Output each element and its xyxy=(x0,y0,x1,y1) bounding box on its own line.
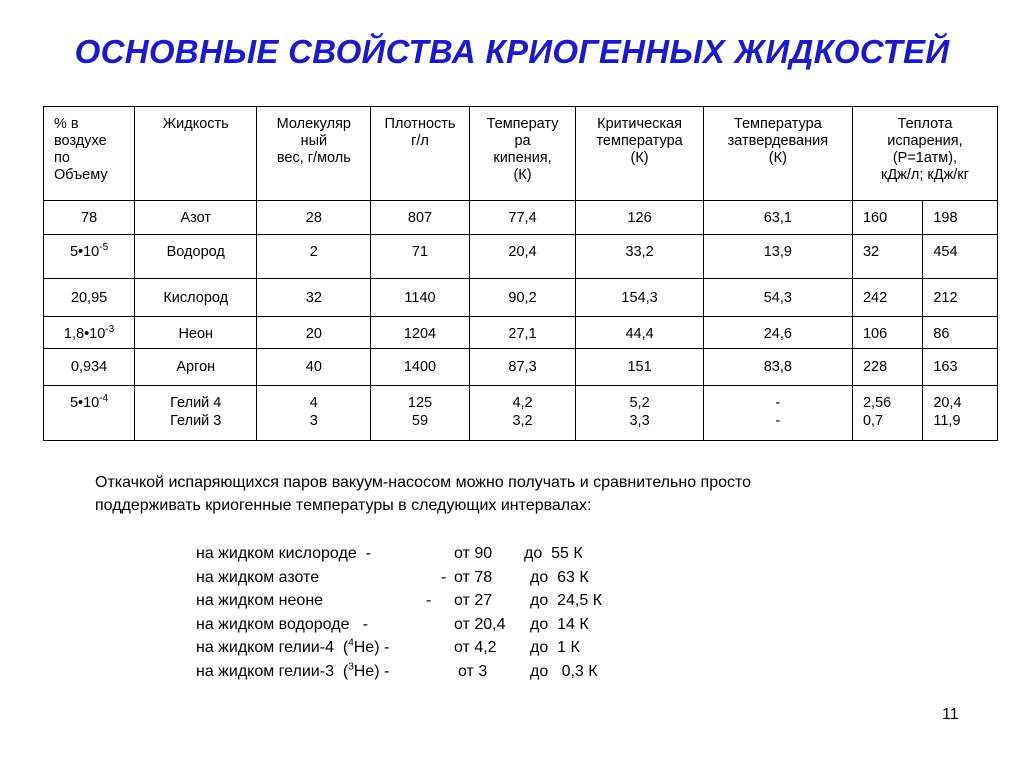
interval-to: до 55 К xyxy=(524,545,583,562)
cell-air-percent: $5•10^{-4}$ xyxy=(44,386,135,441)
table-row xyxy=(44,201,998,235)
interval-item xyxy=(196,589,696,613)
header-line: кипения, xyxy=(493,150,552,166)
cell-molecular-weight: 2 xyxy=(257,235,371,279)
header-line: испарения, xyxy=(887,133,963,149)
interval-label: на жидком азоте xyxy=(196,568,320,586)
cell-heat-per-liter: 228 xyxy=(852,349,922,386)
header-line: % в xyxy=(54,116,79,132)
cell-air-percent: 0,934 xyxy=(44,349,135,386)
cell-air-percent: $5•10^{-5}$ xyxy=(44,235,135,279)
header-line: Жидкость xyxy=(162,116,229,132)
interval-to: до 1 К xyxy=(530,639,580,656)
page-number: 11 xyxy=(942,706,959,723)
interval-item xyxy=(196,542,696,566)
cell-freezing: 54,3 xyxy=(703,279,852,317)
header-line: (К) xyxy=(513,167,532,183)
header-line: (К) xyxy=(630,150,649,166)
header-line: вес, г/моль xyxy=(276,150,351,166)
cell-critical: 33,2 xyxy=(576,235,703,279)
interval-dash: - xyxy=(441,568,447,586)
cell-air-percent: 20,95 xyxy=(44,279,135,317)
header-freezing-temperature xyxy=(703,107,852,201)
header-line: (К) xyxy=(768,150,787,166)
cell-heat-per-kg: 454 xyxy=(923,235,998,279)
cell-heat-per-liter: 32 xyxy=(852,235,922,279)
interval-to: до 63 К xyxy=(530,568,589,586)
interval-to: до 0,3 К xyxy=(530,662,598,680)
cell-air-percent: 78 xyxy=(44,201,135,235)
cell-heat-per-kg: 163 xyxy=(923,349,998,386)
interval-from: от 78 xyxy=(454,568,493,586)
intro-paragraph xyxy=(95,471,935,517)
cell-boiling: 20,4 xyxy=(469,235,576,279)
header-heat-of-vaporization xyxy=(852,107,997,201)
cell-freezing: 13,9 xyxy=(703,235,852,279)
header-line: температура xyxy=(596,133,683,149)
interval-item xyxy=(196,613,696,637)
cell-critical: 126 xyxy=(576,201,703,235)
cell-heat-per-liter: 242 xyxy=(852,279,922,317)
header-line: воздухе xyxy=(54,133,107,149)
interval-to: до 24,5 К xyxy=(530,592,603,609)
interval-label: на жидком кислороде - xyxy=(196,545,371,562)
cell-density: 125 59 xyxy=(371,386,469,441)
header-molecular-weight xyxy=(257,107,371,201)
header-air-percent xyxy=(44,107,135,201)
interval-label: на жидком водороде - xyxy=(196,615,369,633)
header-line: кДж/л; кДж/кг xyxy=(881,167,969,183)
properties-table xyxy=(43,106,998,441)
interval-from: от 20,4 xyxy=(454,615,506,633)
header-liquid xyxy=(135,107,257,201)
cell-liquid: Азот xyxy=(135,201,257,235)
interval-from: от 4,2 xyxy=(454,639,497,656)
interval-label: на жидком неоне xyxy=(196,592,324,609)
cell-heat-per-kg: 212 xyxy=(923,279,998,317)
header-line: затвердевания xyxy=(727,133,829,149)
table-row xyxy=(44,235,998,279)
header-line: Теплота xyxy=(897,116,953,132)
cell-boiling: 90,2 xyxy=(469,279,576,317)
cell-heat-per-kg: 20,4 11,9 xyxy=(923,386,998,441)
cell-heat-per-liter: 160 xyxy=(852,201,922,235)
cell-molecular-weight: 32 xyxy=(257,279,371,317)
cell-liquid: Кислород xyxy=(135,279,257,317)
cell-critical: 5,2 3,3 xyxy=(576,386,703,441)
header-line: Критическая xyxy=(597,116,682,132)
header-line: ра xyxy=(514,133,531,149)
cell-heat-per-liter: 2,56 0,7 xyxy=(852,386,922,441)
interval-from: от 27 xyxy=(454,592,493,609)
interval-label: на жидком гелии-4 ($^4$He) - xyxy=(196,637,390,656)
header-line: (Р=1атм), xyxy=(892,150,958,166)
interval-label: на жидком гелии-3 ($^3$He) - xyxy=(196,661,390,680)
table-row xyxy=(44,386,998,441)
cell-heat-per-kg: 86 xyxy=(923,317,998,349)
header-line: Плотность xyxy=(384,116,456,132)
header-line: ный xyxy=(300,133,328,149)
header-line: г/л xyxy=(411,133,429,149)
table-row xyxy=(44,349,998,386)
header-line: Молекуляр xyxy=(276,116,351,132)
cell-critical: 44,4 xyxy=(576,317,703,349)
cell-liquid: Аргон xyxy=(135,349,257,386)
cell-boiling: 4,2 3,2 xyxy=(469,386,576,441)
temperature-intervals-list xyxy=(196,542,696,683)
header-density xyxy=(371,107,469,201)
interval-to: до 14 К xyxy=(530,615,589,633)
cell-molecular-weight: 28 xyxy=(257,201,371,235)
interval-from: от 3 xyxy=(458,662,488,680)
intro-line: поддерживать криогенные температуры в следующих интервалах: xyxy=(95,497,592,514)
table-row xyxy=(44,279,998,317)
interval-item xyxy=(196,660,696,684)
cell-density: 1400 xyxy=(371,349,469,386)
cell-density: 71 xyxy=(371,235,469,279)
cell-critical: 151 xyxy=(576,349,703,386)
table-row xyxy=(44,317,998,349)
interval-item xyxy=(196,566,696,590)
intro-line: Откачкой испаряющихся паров вакуум-насосом можно получать и сравнительно просто xyxy=(95,474,752,491)
cell-heat-per-kg: 198 xyxy=(923,201,998,235)
cell-boiling: 77,4 xyxy=(469,201,576,235)
page-title: ОСНОВНЫЕ СВОЙСТВА КРИОГЕННЫХ ЖИДКОСТЕЙ xyxy=(74,33,950,70)
header-line: Объему xyxy=(54,167,108,183)
cell-boiling: 87,3 xyxy=(469,349,576,386)
cell-boiling: 27,1 xyxy=(469,317,576,349)
cell-molecular-weight: 4 3 xyxy=(257,386,371,441)
header-line: по xyxy=(54,150,70,166)
header-line: Температура xyxy=(733,116,822,132)
cell-liquid: Гелий 4 Гелий 3 xyxy=(135,386,257,441)
cell-liquid: Неон xyxy=(135,317,257,349)
cell-molecular-weight: 40 xyxy=(257,349,371,386)
interval-from: от 90 xyxy=(454,545,493,562)
cell-critical: 154,3 xyxy=(576,279,703,317)
cell-freezing: 83,8 xyxy=(703,349,852,386)
cell-freezing: - - xyxy=(703,386,852,441)
cell-freezing: 24,6 xyxy=(703,317,852,349)
cell-density: 807 xyxy=(371,201,469,235)
cell-freezing: 63,1 xyxy=(703,201,852,235)
header-boiling-temperature xyxy=(469,107,576,201)
cell-air-percent: $1,8•10^{-3}$ xyxy=(44,317,135,349)
header-line: Температу xyxy=(486,116,559,132)
cell-density: 1140 xyxy=(371,279,469,317)
interval-item xyxy=(196,636,696,660)
cell-density: 1204 xyxy=(371,317,469,349)
header-critical-temperature xyxy=(576,107,703,201)
cell-molecular-weight: 20 xyxy=(257,317,371,349)
interval-dash: - xyxy=(426,592,432,609)
cell-liquid: Водород xyxy=(135,235,257,279)
cell-heat-per-liter: 106 xyxy=(852,317,922,349)
